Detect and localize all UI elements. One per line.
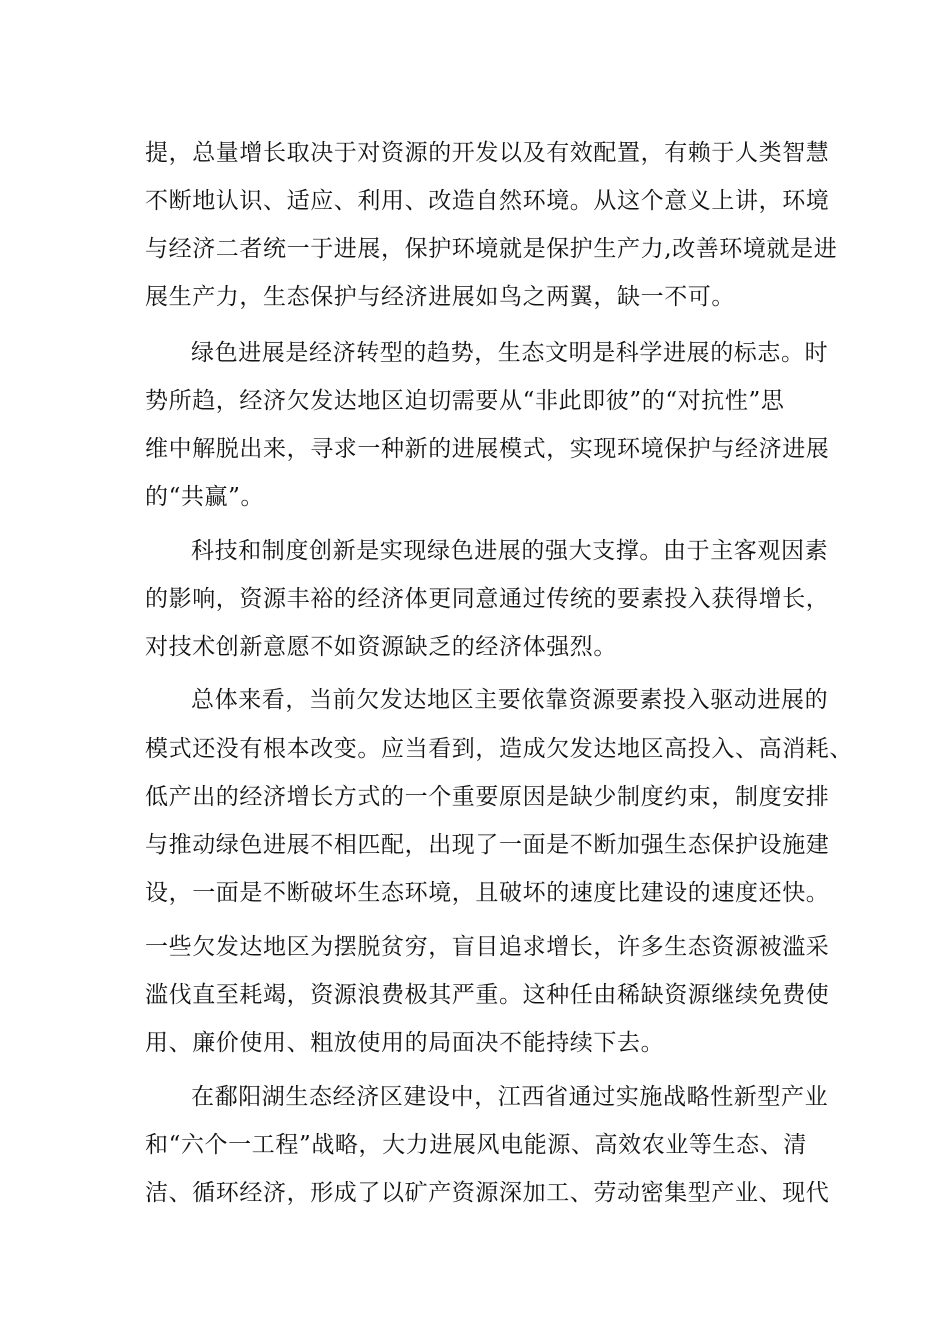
text-line: 与经济二者统一于进展，保护环境就是保护生产力,改善环境就是进 <box>145 236 838 262</box>
text-line: 展生产力，生态保护与经济进展如鸟之两翼，缺一不可。 <box>145 284 735 310</box>
text-line: 不断地认识、适应、利用、改造自然环境。从这个意义上讲，环境 <box>145 188 830 214</box>
text-line: 的“共赢”。 <box>145 484 265 510</box>
text-line: 的影响，资源丰裕的经济体更同意通过传统的要素投入获得增长， <box>145 586 830 612</box>
text-line: 洁、循环经济，形成了以矿产资源深加工、劳动密集型产业、现代 <box>145 1180 830 1206</box>
text-line: 低产出的经济增长方式的一个重要原因是缺少制度约束，制度安排 <box>145 784 830 810</box>
text-line: 一些欠发达地区为摆脱贫穷，盲目追求增长，许多生态资源被滥采 <box>145 934 830 960</box>
paragraph-first-line: 科技和制度创新是实现绿色进展的强大支撑。由于主客观因素 <box>191 538 829 564</box>
text-line: 滥伐直至耗竭，资源浪费极其严重。这种任由稀缺资源继续免费使 <box>145 982 830 1008</box>
paragraph-first-line: 绿色进展是经济转型的趋势，生态文明是科学进展的标志。时 <box>191 340 829 366</box>
text-line: 势所趋，经济欠发达地区迫切需要从“非此即彼”的“对抗性”思 <box>145 388 785 414</box>
text-line: 和“六个一工程”战略，大力进展风电能源、高效农业等生态、清 <box>145 1132 807 1158</box>
paragraph-first-line: 在鄱阳湖生态经济区建设中，江西省通过实施战略性新型产业 <box>191 1084 829 1110</box>
text-line: 设，一面是不断破坏生态环境，且破坏的速度比建设的速度还快。 <box>145 880 830 906</box>
text-line: 提，总量增长取决于对资源的开发以及有效配置，有赖于人类智慧 <box>145 140 830 166</box>
text-line: 模式还没有根本改变。应当看到，造成欠发达地区高投入、高消耗、 <box>145 736 853 762</box>
text-line: 与推动绿色进展不相匹配，出现了一面是不断加强生态保护设施建 <box>145 832 830 858</box>
text-line: 对技术创新意愿不如资源缺乏的经济体强烈。 <box>145 634 617 660</box>
text-line: 用、廉价使用、粗放使用的局面决不能持续下去。 <box>145 1030 665 1056</box>
paragraph-first-line: 总体来看，当前欠发达地区主要依靠资源要素投入驱动进展的 <box>191 687 829 713</box>
text-line: 维中解脱出来，寻求一种新的进展模式，实现环境保护与经济进展 <box>145 436 830 462</box>
